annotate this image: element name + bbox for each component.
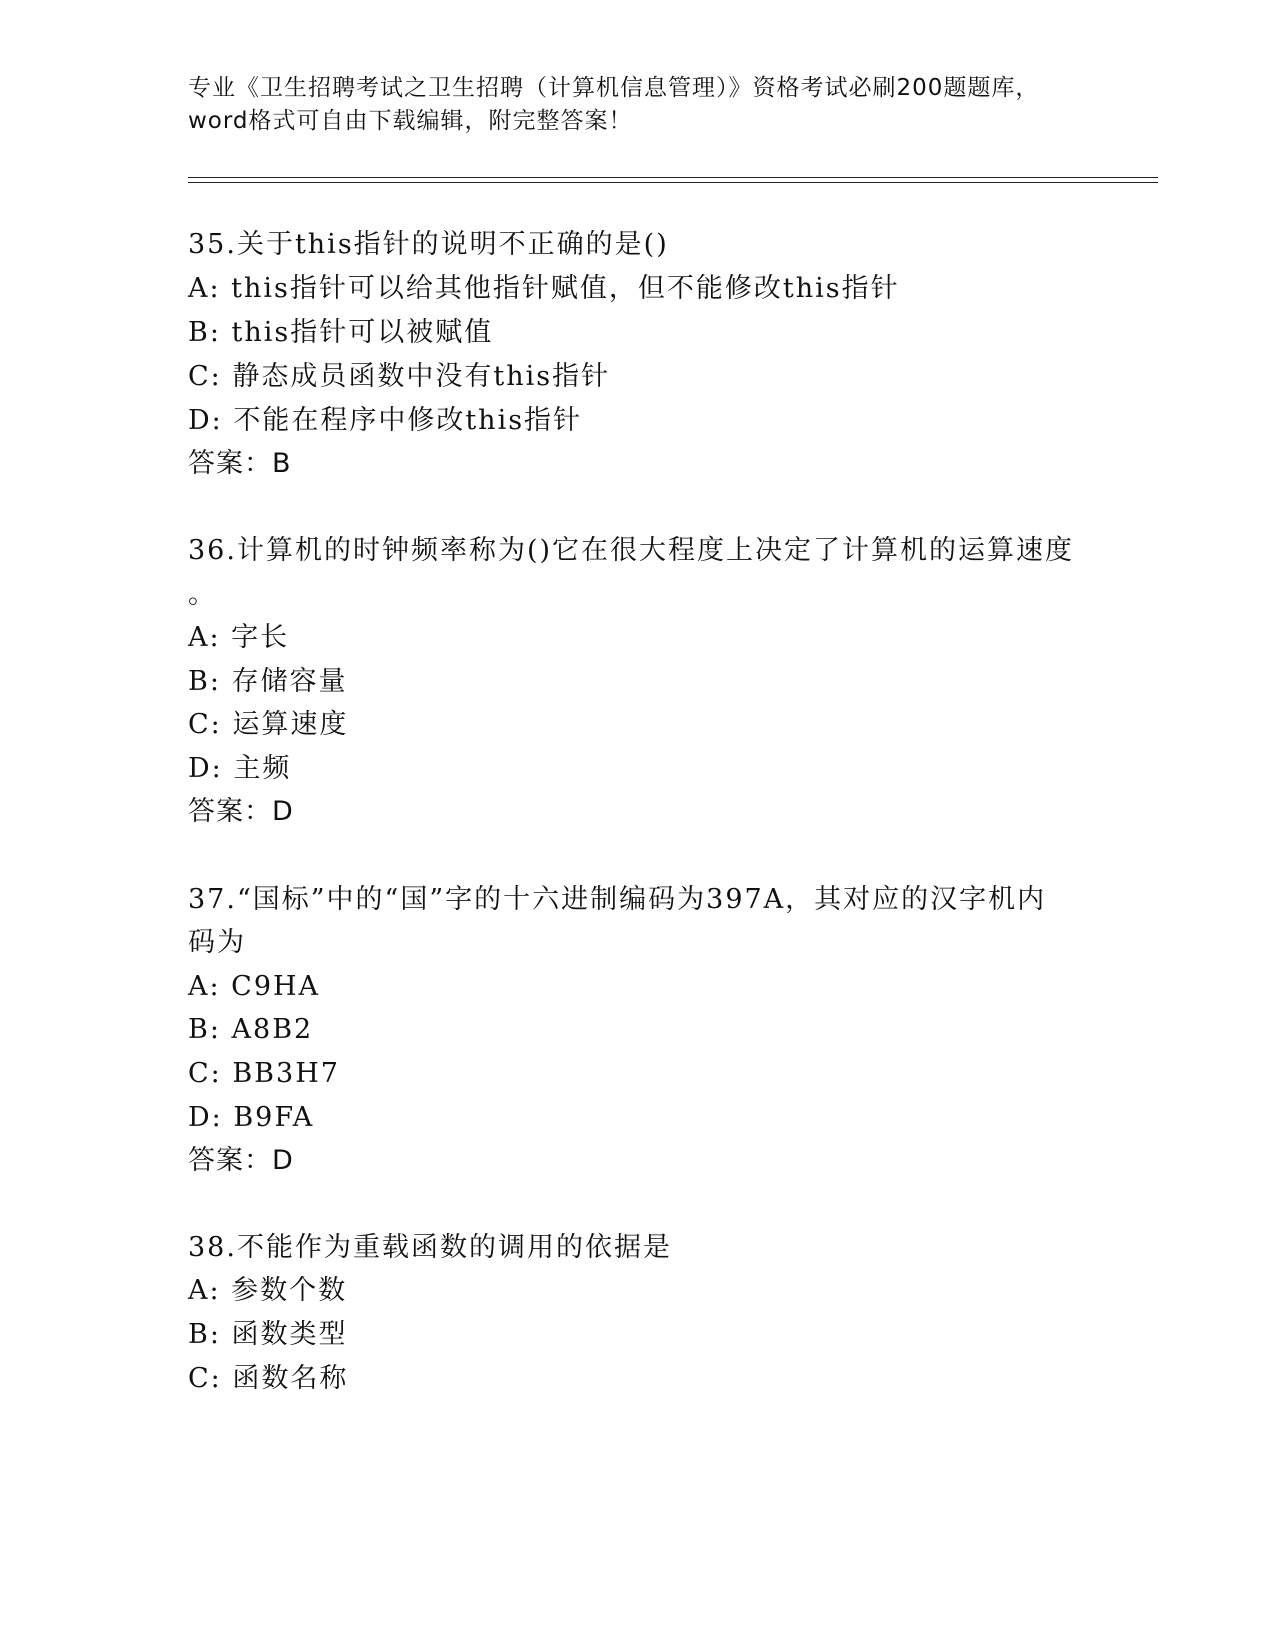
header-line-2: word格式可自由下载编辑，附完整答案！ [188, 108, 633, 134]
question-36-option-d: D: 主频 [188, 753, 292, 784]
header-line-1: 专业《卫生招聘考试之卫生招聘（计算机信息管理）》资格考试必刷200题题库， [188, 75, 1040, 101]
question-36-option-c: C: 运算速度 [188, 709, 349, 740]
question-35-answer: 答案：B [188, 448, 292, 479]
question-35-option-b: B: this指针可以被赋值 [188, 317, 494, 348]
question-35-option-d: D: 不能在程序中修改this指针 [188, 405, 583, 436]
question-35-option-c: C: 静态成员函数中没有this指针 [188, 361, 611, 392]
question-37-answer: 答案：D [188, 1145, 294, 1176]
question-36-answer: 答案：D [188, 796, 294, 827]
question-38-option-a: A: 参数个数 [188, 1275, 348, 1306]
question-36-option-a: A: 字长 [188, 622, 290, 653]
question-37-text-line-2: 码为 [188, 927, 246, 958]
question-37-option-c: C: BB3H7 [188, 1058, 340, 1089]
question-36-text-line-2: 。 [188, 579, 217, 610]
question-38-option-c: C: 函数名称 [188, 1363, 349, 1394]
question-37-option-a: A: C9HA [188, 971, 321, 1002]
question-35-text: 35.关于this指针的说明不正确的是() [188, 229, 669, 260]
header-divider [188, 177, 1158, 183]
question-38-text: 38.不能作为重载函数的调用的依据是 [188, 1232, 672, 1263]
question-37-option-b: B: A8B2 [188, 1014, 314, 1045]
question-38-option-b: B: 函数类型 [188, 1319, 348, 1350]
question-36-text-line-1: 36.计算机的时钟频率称为()它在很大程度上决定了计算机的运算速度 [188, 535, 1075, 566]
document-header [188, 72, 1088, 138]
question-35-option-a: A: this指针可以给其他指针赋值，但不能修改this指针 [188, 273, 900, 304]
question-36-option-b: B: 存储容量 [188, 666, 348, 697]
question-37-option-d: D: B9FA [188, 1102, 315, 1133]
question-37-text-line-1: 37.“国标”中的“国”字的十六进制编码为397A，其对应的汉字机内 [188, 884, 1047, 915]
